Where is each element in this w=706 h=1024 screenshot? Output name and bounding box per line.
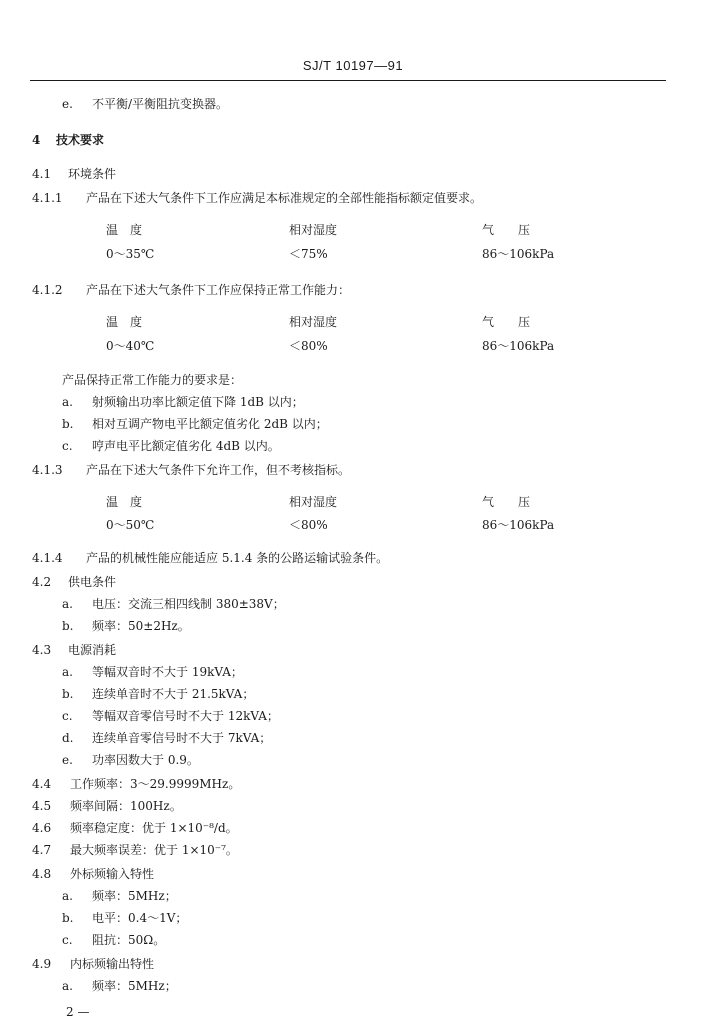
clause-number: 4.1.1 bbox=[32, 191, 63, 205]
clause-number: 4.1.4 bbox=[32, 551, 63, 565]
table-cell-humidity: ＜75% bbox=[289, 247, 328, 261]
section-number: 4.3 bbox=[32, 643, 52, 657]
list-item: 频率：5MHz； bbox=[92, 889, 177, 903]
section-text: 工作频率：3～29.9999MHz。 bbox=[70, 777, 241, 791]
list-item: 哼声电平比额定值劣化 4dB 以内。 bbox=[92, 439, 280, 453]
table-header-humidity: 相对湿度 bbox=[289, 495, 338, 509]
list-item: 电平：0.4～1V； bbox=[92, 911, 188, 925]
section-number: 4.9 bbox=[32, 957, 52, 971]
list-marker: b. bbox=[62, 687, 74, 701]
clause-text: 产品的机械性能应能适应 5.1.4 条的公路运输试验条件。 bbox=[86, 551, 389, 565]
table-cell-temperature: 0～35℃ bbox=[106, 247, 155, 261]
table-cell-pressure: 86～106kPa bbox=[482, 339, 555, 353]
paragraph: 产品保持正常工作能力的要求是： bbox=[62, 373, 243, 387]
table-cell-humidity: ＜80% bbox=[289, 339, 328, 353]
list-marker: b. bbox=[62, 417, 74, 431]
section-title: 供电条件 bbox=[68, 575, 117, 589]
list-item: 阻抗：50Ω。 bbox=[92, 933, 166, 947]
section-number: 4 bbox=[32, 133, 41, 147]
list-marker: a. bbox=[62, 597, 73, 611]
clause-text: 产品在下述大气条件下工作应满足本标准规定的全部性能指标额定值要求。 bbox=[86, 191, 483, 205]
list-item: 连续单音零信号时不大于 7kVA； bbox=[92, 731, 272, 745]
table-header-temperature: 温 度 bbox=[106, 223, 143, 237]
list-item: 频率：50±2Hz。 bbox=[92, 619, 190, 633]
list-item: 等幅双音零信号时不大于 12kVA； bbox=[92, 709, 279, 723]
section-title: 内标频输出特性 bbox=[70, 957, 155, 971]
list-item: 连续单音时不大于 21.5kVA； bbox=[92, 687, 255, 701]
list-marker: c. bbox=[62, 933, 73, 947]
section-text: 频率稳定度：优于 1×10⁻⁸/d。 bbox=[70, 821, 238, 835]
table-header-pressure: 气 压 bbox=[482, 223, 531, 237]
list-marker: c. bbox=[62, 439, 73, 453]
section-text: 频率间隔：100Hz。 bbox=[70, 799, 182, 813]
section-text: 最大频率误差：优于 1×10⁻⁷。 bbox=[70, 843, 238, 857]
standard-code-header: SJ/T 10197—91 bbox=[302, 58, 404, 73]
table-cell-pressure: 86～106kPa bbox=[482, 518, 555, 532]
table-cell-humidity: ＜80% bbox=[289, 518, 328, 532]
list-item: 电压：交流三相四线制 380±38V； bbox=[92, 597, 285, 611]
list-item: 不平衡/平衡阻抗变换器。 bbox=[92, 97, 229, 111]
section-number: 4.1 bbox=[32, 167, 52, 181]
table-header-pressure: 气 压 bbox=[482, 315, 531, 329]
list-item: 功率因数大于 0.9。 bbox=[92, 753, 199, 767]
list-marker: a. bbox=[62, 665, 73, 679]
clause-number: 4.1.2 bbox=[32, 283, 63, 297]
section-title: 外标频输入特性 bbox=[70, 867, 155, 881]
section-number: 4.5 bbox=[32, 799, 52, 813]
section-title: 环境条件 bbox=[68, 167, 117, 181]
table-header-temperature: 温 度 bbox=[106, 315, 143, 329]
list-marker: b. bbox=[62, 619, 74, 633]
list-marker: a. bbox=[62, 979, 73, 993]
page-number: 2 — bbox=[66, 1005, 90, 1019]
header-rule bbox=[30, 80, 666, 81]
list-marker: c. bbox=[62, 709, 73, 723]
list-marker: e. bbox=[62, 97, 73, 111]
table-header-humidity: 相对湿度 bbox=[289, 223, 338, 237]
list-item: 相对互调产物电平比额定值劣化 2dB 以内； bbox=[92, 417, 328, 431]
table-cell-temperature: 0～40℃ bbox=[106, 339, 155, 353]
list-marker: e. bbox=[62, 753, 73, 767]
section-number: 4.4 bbox=[32, 777, 52, 791]
list-marker: a. bbox=[62, 395, 73, 409]
section-title: 技术要求 bbox=[56, 133, 105, 147]
table-header-pressure: 气 压 bbox=[482, 495, 531, 509]
clause-number: 4.1.3 bbox=[32, 463, 63, 477]
list-item: 射频输出功率比额定值下降 1dB 以内； bbox=[92, 395, 304, 409]
table-header-temperature: 温 度 bbox=[106, 495, 143, 509]
clause-text: 产品在下述大气条件下允许工作，但不考核指标。 bbox=[86, 463, 351, 477]
list-item: 频率：5MHz； bbox=[92, 979, 177, 993]
section-number: 4.7 bbox=[32, 843, 52, 857]
section-number: 4.2 bbox=[32, 575, 52, 589]
clause-text: 产品在下述大气条件下工作应保持正常工作能力： bbox=[86, 283, 351, 297]
list-item: 等幅双音时不大于 19kVA； bbox=[92, 665, 243, 679]
table-header-humidity: 相对湿度 bbox=[289, 315, 338, 329]
list-marker: d. bbox=[62, 731, 74, 745]
list-marker: a. bbox=[62, 889, 73, 903]
section-number: 4.6 bbox=[32, 821, 52, 835]
table-cell-pressure: 86～106kPa bbox=[482, 247, 555, 261]
section-number: 4.8 bbox=[32, 867, 52, 881]
table-cell-temperature: 0～50℃ bbox=[106, 518, 155, 532]
list-marker: b. bbox=[62, 911, 74, 925]
section-title: 电源消耗 bbox=[68, 643, 117, 657]
